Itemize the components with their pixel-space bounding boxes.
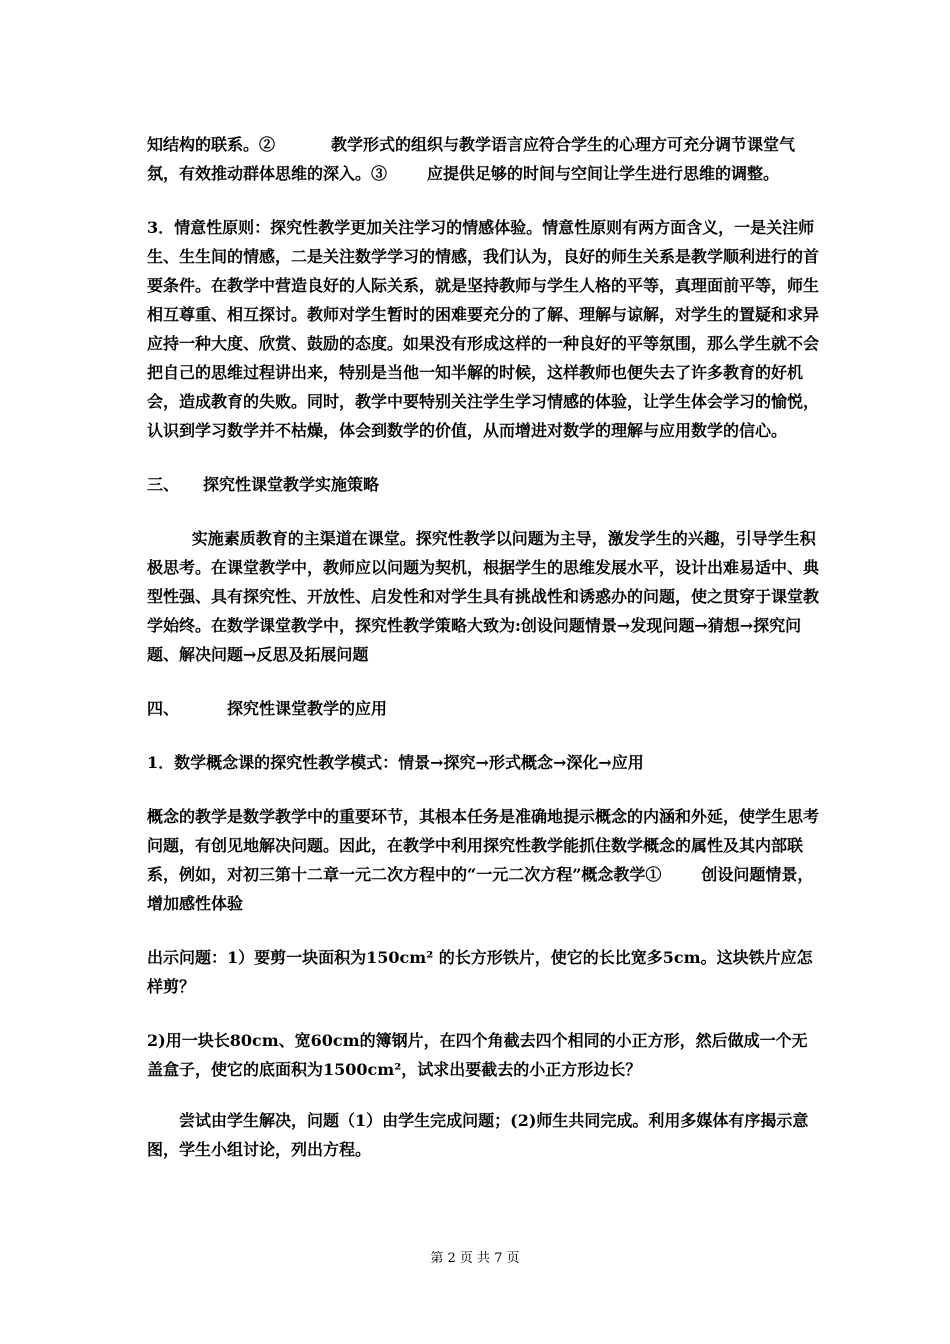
paragraph-problem-1: 出示问题：1）要剪一块面积为150cm² 的长方形铁片，使它的长比宽多5cm。这块铁片应怎样剪？ — [147, 948, 813, 996]
paragraph-concept-model: 1．数学概念课的探究性教学模式：情景→探究→形式概念→深化→应用 — [147, 753, 644, 772]
section-heading-3 — [147, 470, 823, 499]
text-segment: 创设问题情景，增加感性体验 — [147, 865, 814, 913]
text-segment: 概念的教学是数学教学中的重要环节，其根本任务是准确地提示概念的内涵和外延，使学生思考问题，有创见地解决问题。因此，在教学中利用探究性教学能抓住数学概念的属性及其内部联系，例如，对初三第十二章一元二次方程中的“一元二次方程”概念教学① — [147, 807, 820, 884]
text-segment: 知结构的联系。② — [147, 135, 276, 154]
section-heading-4 — [147, 694, 823, 723]
paragraph-concept-teaching — [147, 802, 823, 918]
paragraph-principle-3: 3．情意性原则：探究性教学更加关注学习的情感体验。情意性原则有两方面含义，一是关注师生、生生间的情感，二是关注数学学习的情感，我们认为，良好的师生关系是教学顺利进行的首要条件。在教学中营造良好的人际关系，就是坚持教师与学生人格的平等，真理面前平等，师生相互尊重、相互探讨。教师对学生暂时的困难要充分的了解、理解与谅解，对学生的置疑和求异应持一种大度、欣赏、鼓励的态度。如果没有形成这样的一种良好的平等氛围，那么学生就不会把自己的思维过程讲出来，特别是当他一知半解的时候，这样教师也便失去了许多教育的好机会，造成教育的失败。同时，教学中要特别关注学生学习情感的体验，让学生体会学习的愉悦，认识到学习数学并不枯燥，体会到数学的价值，从而增进对数学的理解与应用数学的信心。 — [147, 218, 820, 440]
page-footer: 第 2 页 共 7 页 — [430, 1251, 520, 1266]
heading-text: 探究性课堂教学实施策略 — [203, 475, 380, 494]
text-segment: 教学形式的组织与教学语言应符合学生的心理方可充分调节课堂气氛，有效推动群体思维的深入。③ — [147, 135, 796, 183]
document-body — [147, 130, 823, 1164]
heading-number: 三、 — [147, 475, 180, 494]
paragraph-principle-2-continued — [147, 130, 823, 188]
text-segment: 应提供足够的时间与空间让学生进行思维的调整。 — [427, 164, 780, 183]
heading-number: 四、 — [147, 699, 180, 718]
heading-text: 探究性课堂教学的应用 — [227, 699, 388, 718]
paragraph-problem-2: 2)用一块长80cm、宽60cm的簿钢片，在四个角截去四个相同的小正方形，然后做成一个无盖盒子，使它的底面积为1500cm²，试求出要截去的小正方形边长？ — [147, 1031, 808, 1079]
paragraph-attempt: 尝试由学生解决，问题（1）由学生完成问题；(2)师生共同完成。利用多媒体有序揭示意图，学生小组讨论，列出方程。 — [147, 1111, 809, 1159]
paragraph-strategy: 实施素质教育的主渠道在课堂。探究性教学以问题为主导，激发学生的兴趣，引导学生积极思考。在课堂教学中，教师应以问题为契机，根据学生的思维发展水平，设计出难易适中、典型性强、具有探究性、开放性、启发性和对学生具有挑战性和诱惑办的问题，使之贯穿于课堂教学始终。在数学课堂教学中，探究性教学策略大致为:创设问题情景→发现问题→猜想→探究问题、解决问题→反思及拓展问题 — [147, 529, 820, 664]
